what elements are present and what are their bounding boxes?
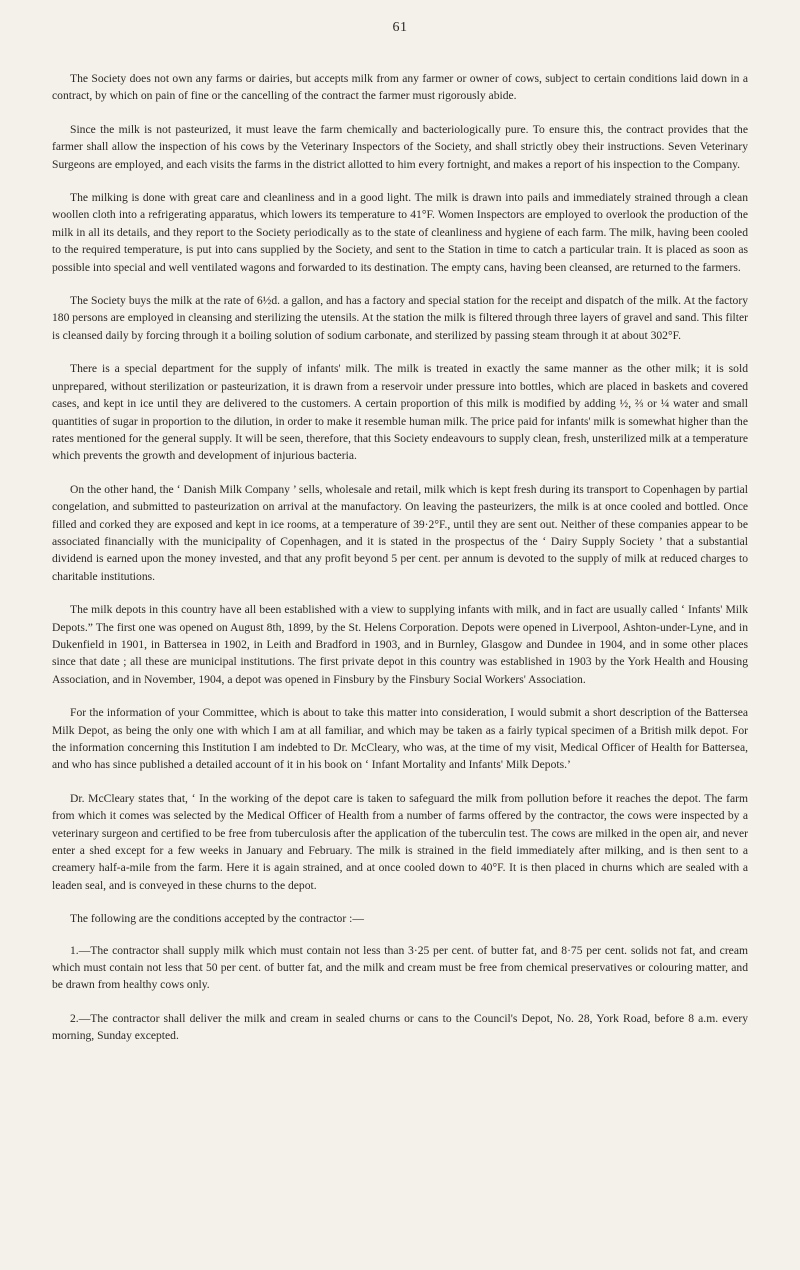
paragraph-factory-station: The Society buys the milk at the rate of 6½d. a gallon, and has a factory and special station for the receipt and dispatch of the milk. At the factory 180 persons are employed in cleansing and sterilizing the utensils. At the station the milk is filtered through three layers of gravel and sand. This filter is cleansed daily by forcing through it a boiling solution of sodium carbonate, and sterilized by passing steam through it at about 302°F.	[52, 294, 748, 342]
paragraph-veterinary-inspection: Since the milk is not pasteurized, it must leave the farm chemically and bacteriologically pure. To ensure this, the contract provides that the farmer shall allow the inspection of his cows by the Veterinary Inspectors of the Society, and shall strictly obey their instructions. Seven Veterinary Surgeons are employed, and each visits the farms in the district allotted to him every fortnight, and makes a report of his inspection to the Company.	[52, 122, 748, 171]
paragraph-conditions-intro: The following are the conditions accepted by the contractor :—	[70, 912, 364, 926]
paragraph-condition-1: 1.—The contractor shall supply milk which must contain not less than 3·25 per cent. of butter fat, and 8·75 per cent. solids not fat, and cream which must contain not less that 50 per cent. of butter fat, and the milk and cream must be free from chemical preservatives or colouring matter, and be drawn from healthy cows only.	[52, 943, 748, 992]
paragraph-mccleary-statement: Dr. McCleary states that, ‘ In the working of the depot care is taken to safeguard the milk from pollution before it reaches the depot. The farm from which it comes was selected by the Medical Officer of Health from a number of farms offered by the contractor, the cows were inspected by a veterinary surgeon and certified to be free from tuberculosis after the application of the tuberculin test. The cows are milked in the open air, and never enter a shed except for a few weeks in January and February. The milk is strained in the field immediately after milking, and is then sent to a creamery half-a-mile from the farm. Here it is again strained, and at once cooled down to 40°F. It is then placed in churns which are sealed with a leaden seal, and is conveyed in these churns to the depot.	[52, 791, 748, 892]
paragraph-danish-milk-company: On the other hand, the ‘ Danish Milk Company ’ sells, wholesale and retail, milk which is kept fresh during its transport to Copenhagen by partial congelation, and submitted to pasteurization on arrival at the manufactory. On leaving the pasteurizers, the milk is at once cooled and bottled. Once filled and corked they are exposed and kept in ice rooms, at a temperature of 39·2°F., until they are sent out. Neither of these companies appear to be associated financially with the municipality of Copenhagen, and it is stated in the prospectus of the ‘ Dairy Supply Society ’ that a substantial dividend is earned upon the money invested, and that any profit beyond 5 per cent. per annum is devoted to the supply of milk at reduced charges to charitable institutions.	[52, 482, 748, 583]
paragraph-condition-2: 2.—The contractor shall deliver the milk and cream in sealed churns or cans to the Council's Depot, No. 28, York Road, before 8 a.m. every morning, Sunday excepted.	[52, 1011, 748, 1043]
paragraph-milking-process: The milking is done with great care and cleanliness and in a good light. The milk is drawn into pails and immediately strained through a clean woollen cloth into a refrigerating apparatus, which lowers its temperature to 41°F. Women Inspectors are employed to overlook the production of the milk in all its details, and they report to the Society periodically as to the state of cleanliness and hygiene of each farm. The milk, having been cooled to the required temperature, is put into cans supplied by the Society, and sent to the Station in time to catch a particular train. It is placed as soon as possible into special and well ventilated wagons and forwarded to its destination. The empty cans, having been cleansed, are returned to the farmers.	[52, 191, 748, 274]
paragraph-society-contract: The Society does not own any farms or dairies, but accepts milk from any farmer or owner of cows, subject to certain conditions laid down in a contract, by which on pain of fine or the cancelling of the contract the farmer must rigorously abide.	[52, 72, 748, 103]
page-number: 61	[392, 20, 408, 35]
paragraph-battersea-description: For the information of your Committee, which is about to take this matter into consideration, I would submit a short description of the Battersea Milk Depot, as being the only one with which I am at all familiar, and which may be taken as a fairly typical specimen of a British milk depot. For the information concerning this Institution I am indebted to Dr. McCleary, who was, at the time of my visit, Medical Officer of Health for Battersea, and who has since published a detailed account of it in his book on ‘ Infant Mortality and Infants' Milk Depots.’	[52, 706, 748, 772]
paragraph-milk-depots-history: The milk depots in this country have all been established with a view to supplying infants with milk, and in fact are usually called ‘ Infants' Milk Depots.” The first one was opened on August 8th, 1899, by the St. Helens Corporation. Depots were opened in Liverpool, Ashton-under-Lyne, and in Dukenfield in 1901, in Battersea in 1902, in Leith and Bradford in 1903, and in Burnley, Glasgow and Dundee in 1904, and in some other places since that date ; all these are municipal institutions. The first private depot in this country was established in 1903 by the York Health and Housing Association, and in November, 1904, a depot was opened in Finsbury by the Finsbury Social Workers' Association.	[52, 603, 748, 686]
paragraph-infants-milk: There is a special department for the supply of infants' milk. The milk is treated in exactly the same manner as the other milk; it is sold unprepared, without sterilization or pasteurization, it is drawn from a reservoir under pressure into bottles, which are placed in baskets and covered cases, and kept in ice until they are delivered to the customers. A certain proportion of this milk is modified by adding ½, ⅔ or ¼ water and small quantities of sugar in proportion to the dilution, in order to make it resemble human milk. The price paid for infants' milk is somewhat higher than the rates mentioned for the general supply. It will be seen, therefore, that this Society endeavours to supply clean, fresh, unsterilized milk at a temperature which prevents the growth and development of injurious bacteria.	[52, 362, 748, 463]
